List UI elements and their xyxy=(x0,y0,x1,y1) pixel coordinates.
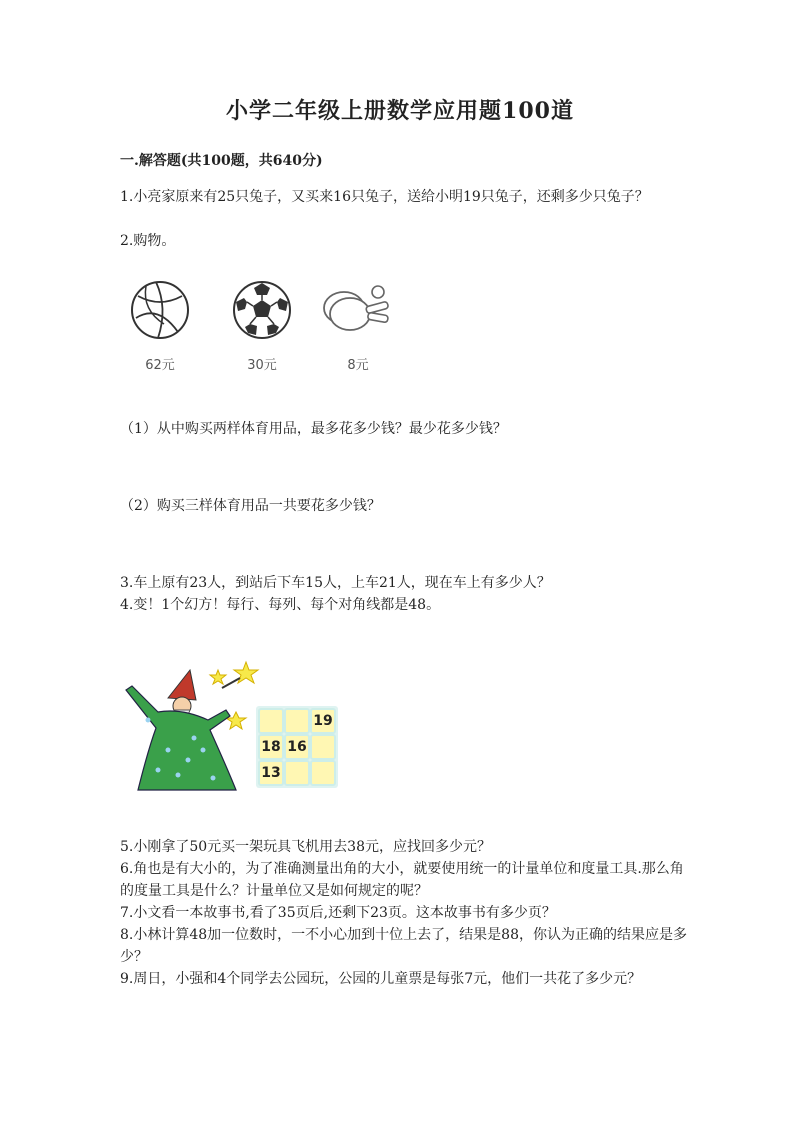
magic-square-cell xyxy=(310,760,336,786)
price-table-tennis: 8元 xyxy=(347,358,369,373)
question-2-part-2: （2）购买三样体育用品一共要花多少钱？ xyxy=(120,498,381,514)
question-1: 1.小亮家原来有25只兔子，又买来16只兔子，送给小明19只兔子，还剩多少只兔子？ xyxy=(120,189,649,205)
magic-square-cell: 16 xyxy=(284,734,310,760)
price-soccer-ball: 30元 xyxy=(247,358,277,373)
magic-square-cell: 18 xyxy=(258,734,284,760)
question-8: 8.小林计算48加一位数时，一不小心加到十位上去了，结果是88，你认为正确的结果应是多少？ xyxy=(120,927,687,965)
basketball-icon xyxy=(128,278,192,342)
soccer-ball-icon xyxy=(230,278,294,342)
page-title: 小学二年级上册数学应用题100道 xyxy=(226,98,574,124)
magic-square-cell xyxy=(258,708,284,734)
magic-square-cell xyxy=(310,734,336,760)
question-9: 9.周日，小强和4个同学去公园玩，公园的儿童票是每张7元，他们一共花了多少元？ xyxy=(120,971,642,987)
question-2: 2.购物。 xyxy=(120,233,176,249)
section-heading: 一.解答题(共100题，共640分) xyxy=(120,153,323,169)
magic-square-cell xyxy=(284,760,310,786)
magic-square-cell xyxy=(284,708,310,734)
question-4: 4.变！1个幻方！每行、每列、每个对角线都是48。 xyxy=(120,597,441,613)
item-soccer-ball xyxy=(222,278,302,373)
question-7: 7.小文看一本故事书,看了35页后,还剩下23页。这本故事书有多少页？ xyxy=(120,905,556,921)
shopping-items xyxy=(120,278,420,388)
question-3: 3.车上原有23人，到站后下车15人，上车21人，现在车上有多少人？ xyxy=(120,575,551,591)
table-tennis-paddles-icon xyxy=(320,278,396,342)
magic-square-cell: 13 xyxy=(258,760,284,786)
question-6: 6.角也是有大小的，为了准确测量出角的大小，就要使用统一的计量单位和度量工具.那么角的度量工具是什么？计量单位又是如何规定的呢？ xyxy=(120,861,684,899)
item-table-tennis xyxy=(318,278,398,373)
price-basketball: 62元 xyxy=(145,358,175,373)
item-basketball xyxy=(120,278,200,373)
question-2-part-1: （1）从中购买两样体育用品，最多花多少钱？最少花多少钱？ xyxy=(120,421,507,437)
magic-square-cell: 19 xyxy=(310,708,336,734)
question-5: 5.小刚拿了50元买一架玩具飞机用去38元，应找回多少元？ xyxy=(120,839,491,855)
magic-square-grid xyxy=(256,706,338,788)
